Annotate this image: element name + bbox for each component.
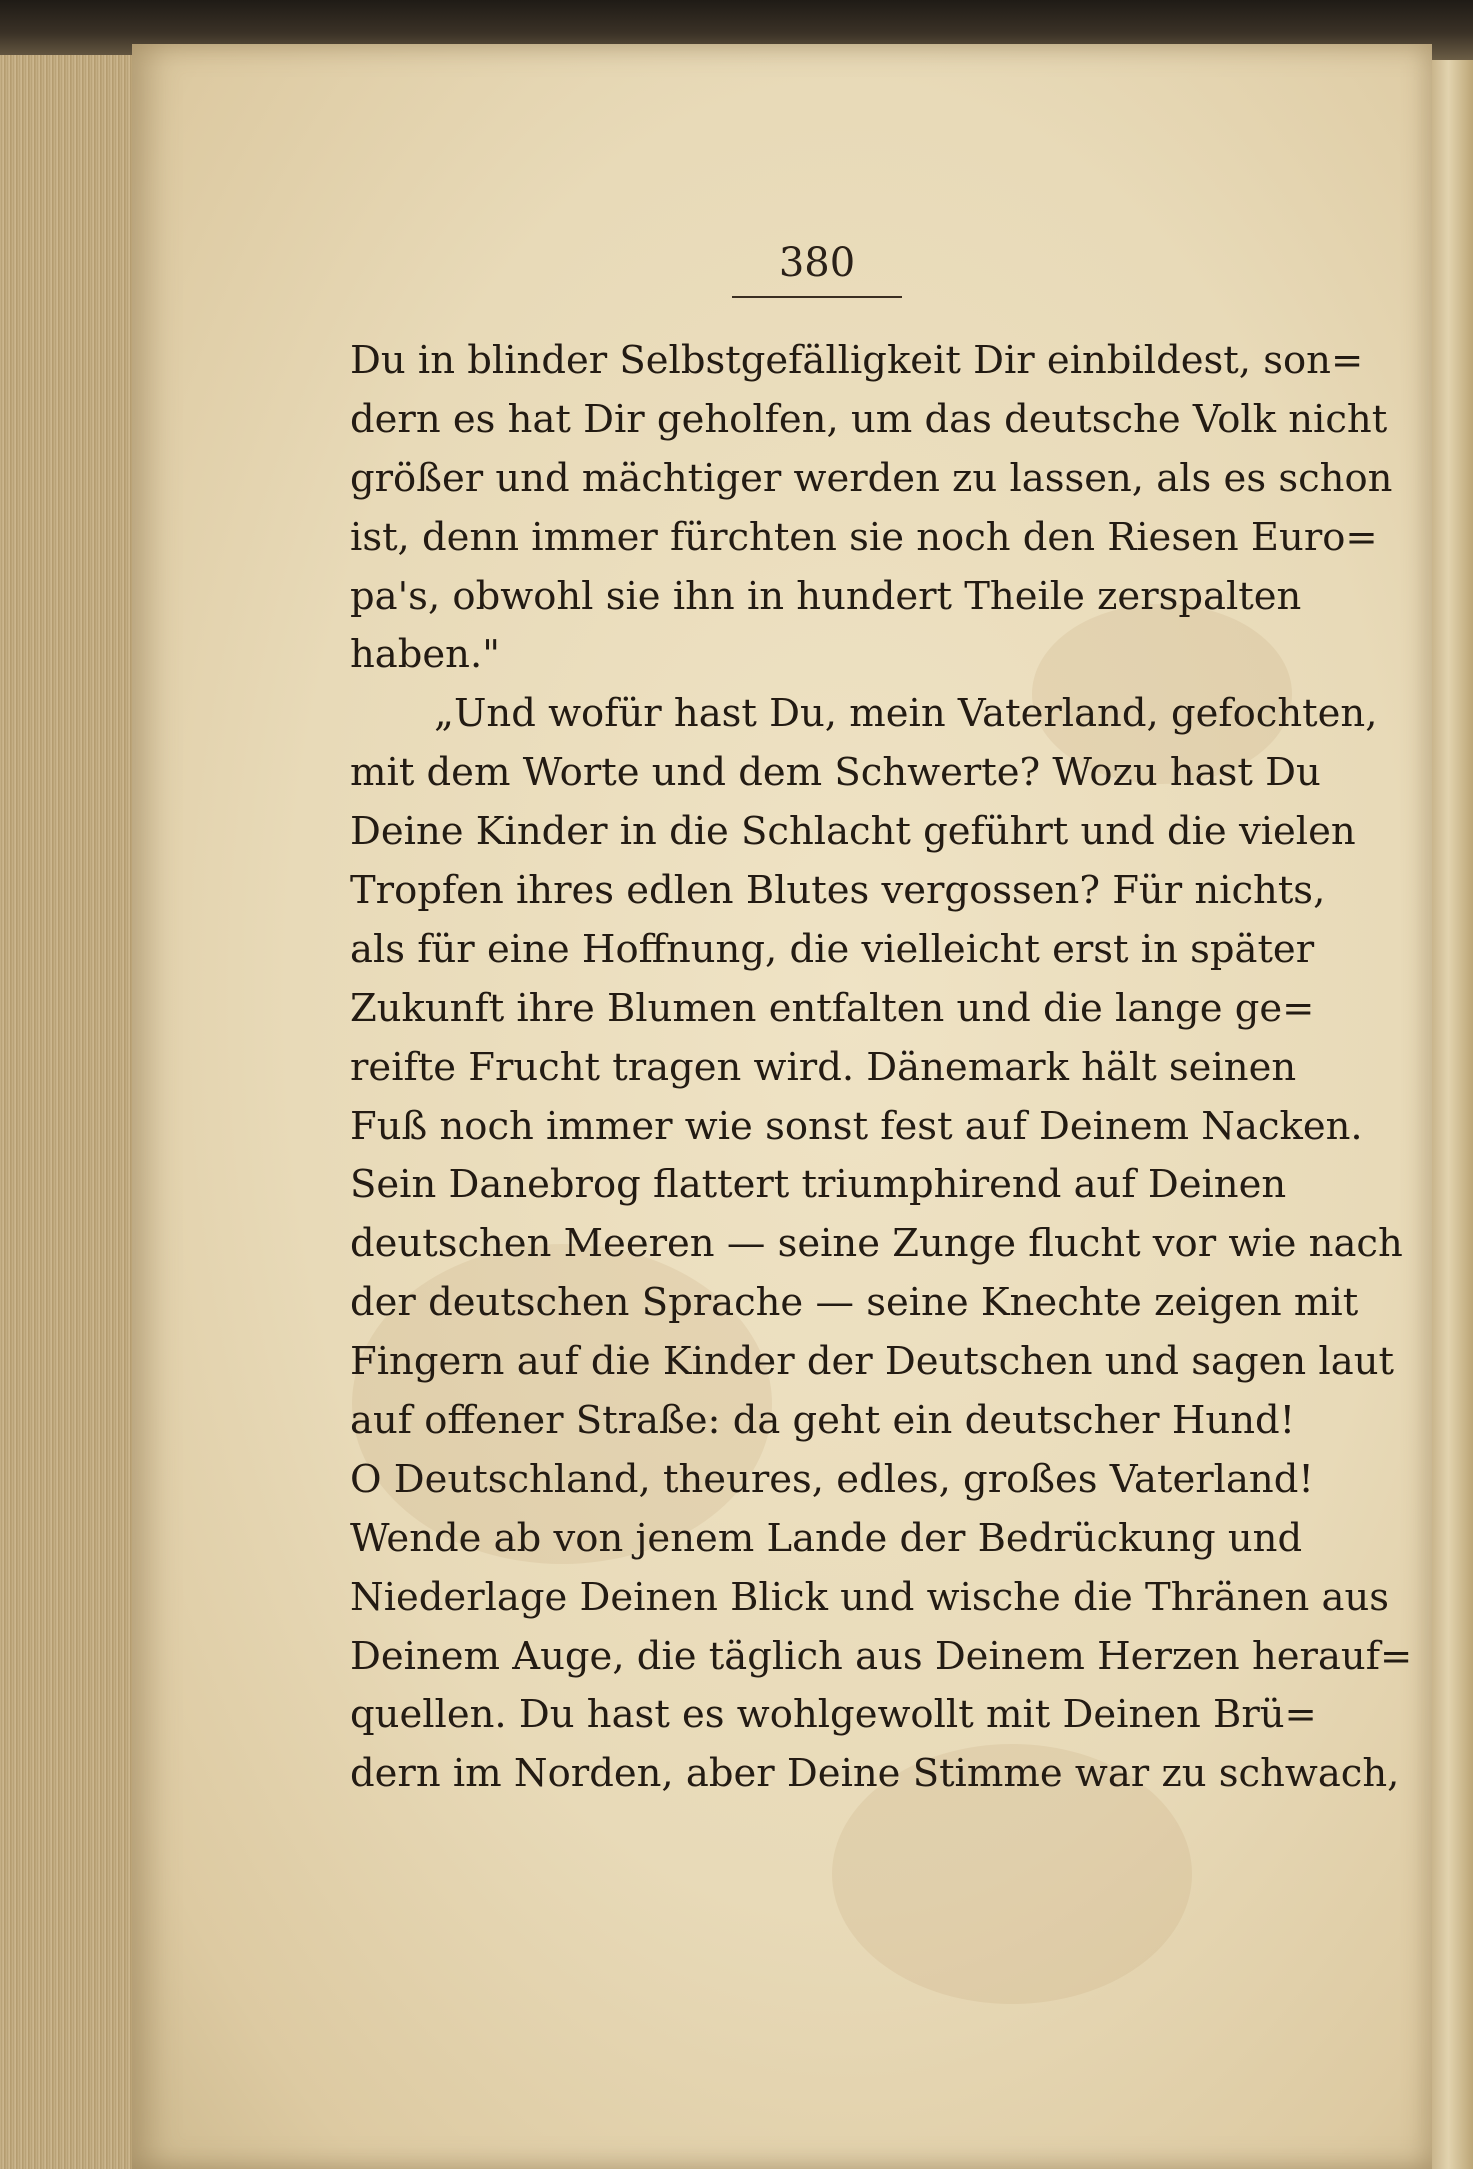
text-line: auf offener Straße: da geht ein deutscher Hund! xyxy=(350,1398,1296,1444)
text-line: größer und mächtiger werden zu lassen, als es schon xyxy=(350,455,1393,501)
text-line: pa's, obwohl sie ihn in hundert Theile zerspalten xyxy=(350,573,1302,619)
text-line: dern es hat Dir geholfen, um das deutsche Volk nicht xyxy=(350,396,1388,442)
text-line: Deinem Auge, die täglich aus Deinem Herzen herauf= xyxy=(350,1633,1413,1679)
text-line: O Deutschland, theures, edles, großes Vaterland! xyxy=(350,1456,1314,1502)
text-line: „Und wofür hast Du, mein Vaterland, gefochten, xyxy=(434,691,1378,737)
text-line: reifte Frucht tragen wird. Dänemark hält seinen xyxy=(350,1044,1297,1090)
page-number-rule xyxy=(732,296,902,298)
text-line: mit dem Worte und dem Schwerte? Wozu hast Du xyxy=(350,750,1321,796)
text-line: quellen. Du hast es wohlgewollt mit Deinen Brü= xyxy=(350,1692,1317,1738)
text-line: Sein Danebrog flattert triumphirend auf Deinen xyxy=(350,1162,1287,1208)
body-text xyxy=(350,332,1413,1804)
text-line: Deine Kinder in die Schlacht geführt und die vielen xyxy=(350,809,1356,855)
text-line: Tropfen ihres edlen Blutes vergossen? Für nichts, xyxy=(350,868,1326,914)
text-line: Niederlage Deinen Blick und wische die Thränen aus xyxy=(350,1574,1389,1620)
text-line: der deutschen Sprache — seine Knechte zeigen mit xyxy=(350,1280,1359,1326)
text-line: deutschen Meeren — seine Zunge flucht vor wie nach xyxy=(350,1221,1403,1267)
text-line: haben." xyxy=(350,632,500,678)
text-line: als für eine Hoffnung, die vielleicht erst in später xyxy=(350,926,1315,972)
page-edge-right xyxy=(1432,60,1473,2169)
page-number: 380 xyxy=(778,240,856,286)
text-line: Wende ab von jenem Lande der Bedrückung und xyxy=(350,1515,1303,1561)
text-line: dern im Norden, aber Deine Stimme war zu schwach, xyxy=(350,1751,1400,1797)
text-line: Fuß noch immer wie sonst fest auf Deinem Nacken. xyxy=(350,1103,1363,1149)
text-line: ist, denn immer fürchten sie noch den Riesen Euro= xyxy=(350,514,1378,560)
text-line: Du in blinder Selbstgefälligkeit Dir einbildest, son= xyxy=(350,338,1364,383)
text-line: Zukunft ihre Blumen entfalten und die lange ge= xyxy=(350,985,1315,1031)
text-line: Fingern auf die Kinder der Deutschen und sagen laut xyxy=(350,1339,1394,1385)
page-edges-left xyxy=(0,55,142,2169)
